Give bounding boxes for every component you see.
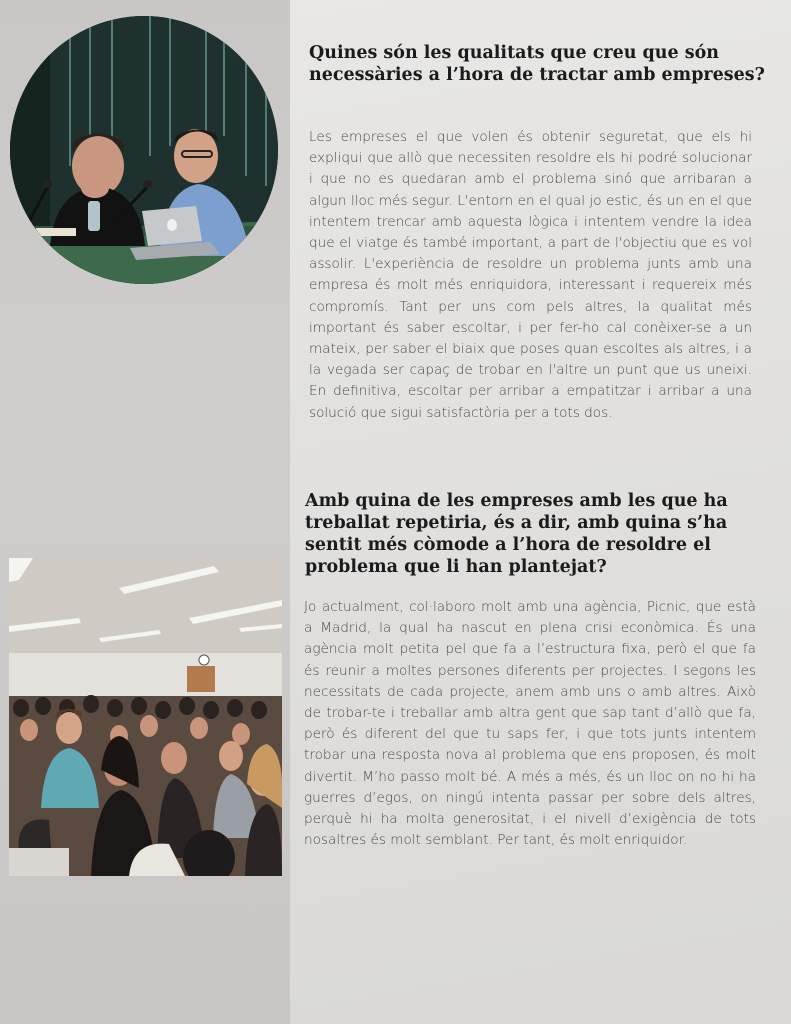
audience-photo	[9, 558, 282, 876]
answer-1-paragraph: Les empreses el que volen és obtenir seguretat, que els hi expliqui que allò que necessiten resoldre els hi podré solucionar i que no es quedaran amb el problema sinó que arribaran a algun lloc més segur. L'entorn en el qual jo estic, és un en el que intentem trencar amb aquesta lògica i intentem vendre la idea que el viatge és també important, a part de l'objectiu que es vol assolir. L'experiència de resoldre un problema junts amb una empresa és molt més enriquidora, interessant i requereix més compromís. Tant per uns com pels altres, la qualitat més important és saber escoltar, i per fer-ho cal conèixer-se a un mateix, per saber el biaix que poses quan escoltes als altres, i a la vegada ser capaç de trobar en l'altre un punt que us uneixi. En definitiva, escoltar per arribar a empatitzar i arribar a una solució que sigui satisfactòria per a tots dos.	[309, 129, 752, 421]
question-1-heading: Quines són les qualitats que creu que són necessàries a l’hora de tractar amb empreses?	[309, 43, 765, 85]
speakers-photo	[10, 16, 278, 284]
answer-2-paragraph: Jo actualment, col·laboro molt amb una agència, Picnic, que està a Madrid, la qual ha nascut en plena crisi econòmica. És una agència molt petita pel que fa a l’estructura fixa, però el que fa és reunir a moltes persones diferents per projectes. I segons les necessitats de cada projecte, anem amb uns o amb altres. Això de trobar-te i treballar amb altra gent que sap tant d’allò que fa, però és diferent del que tu saps fer, i que tots junts intentem trobar una resposta nova al problema que ens proposen, és molt divertit. M’ho passo molt bé. A més a més, és un lloc on no hi ha guerres d’egos, on ningú intenta passar per sobre dels altres, perquè hi ha molta generositat, i el nivell d’exigència de tots nosaltres és molt semblant. Per tant, és molt enriquidor.	[304, 599, 756, 849]
question-2-heading: Amb quina de les empreses amb les que ha treballat repetiria, és a dir, amb quina s’ha sentit més còmode a l’hora de resoldre el problema que li han plantejat?	[305, 491, 728, 577]
